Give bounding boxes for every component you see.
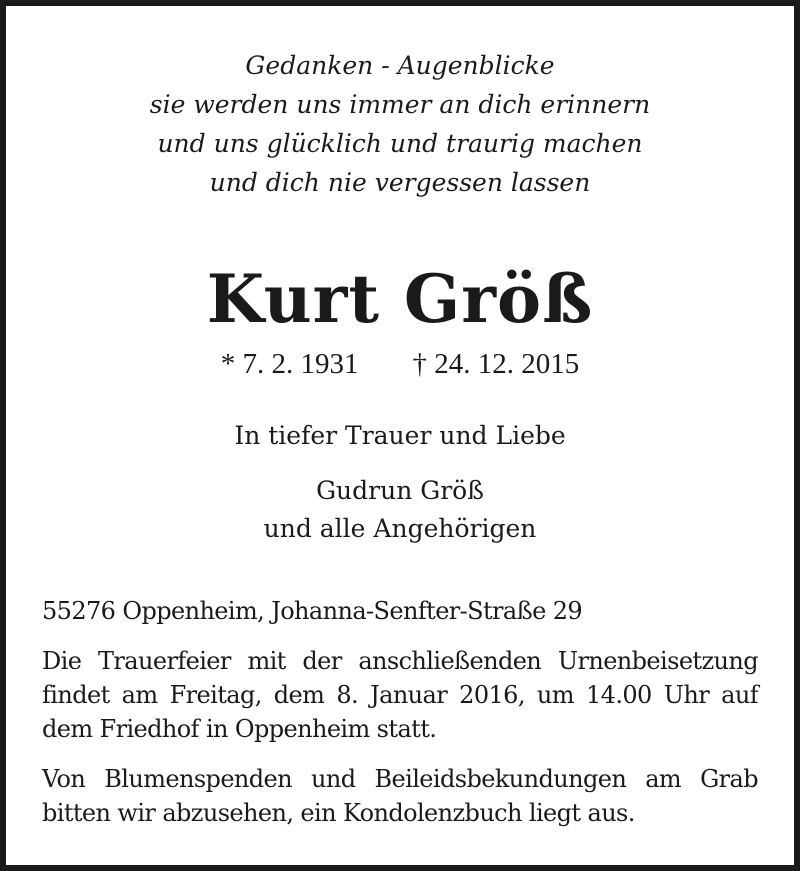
life-dates: [6, 342, 794, 386]
poem-line: und dich nie vergessen lassen: [209, 168, 591, 197]
ceremony-details: Die Trauerfeier mit der anschließenden Urnenbeisetzung findet am Freitag, dem 8. Januar 2016, um 14.00 Uhr auf dem Friedhof in Oppenheim statt.: [42, 647, 758, 743]
deceased-name: Kurt Größ: [206, 260, 594, 338]
mourner-name: Gudrun Größ: [316, 476, 484, 505]
family-address: 55276 Oppenheim, Johanna-Senfter-Straße 29: [42, 597, 583, 625]
mourner-line: und alle Angehörigen: [263, 514, 537, 543]
death-date: † 24. 12. 2015: [412, 348, 580, 380]
mourners: [6, 472, 794, 548]
mourning-phrase: In tiefer Trauer und Liebe: [234, 421, 566, 450]
poem-line: und uns glücklich und traurig machen: [157, 129, 643, 158]
flowers-note: Von Blumenspenden und Beileidsbekundungen am Grab bitten wir abzusehen, ein Kondolenzbuch liegt aus.: [42, 765, 758, 827]
birth-date: * 7. 2. 1931: [220, 348, 359, 380]
memorial-poem: [6, 46, 794, 202]
poem-line: sie werden uns immer an dich erinnern: [149, 90, 651, 119]
poem-line: Gedanken - Augenblicke: [245, 51, 555, 80]
